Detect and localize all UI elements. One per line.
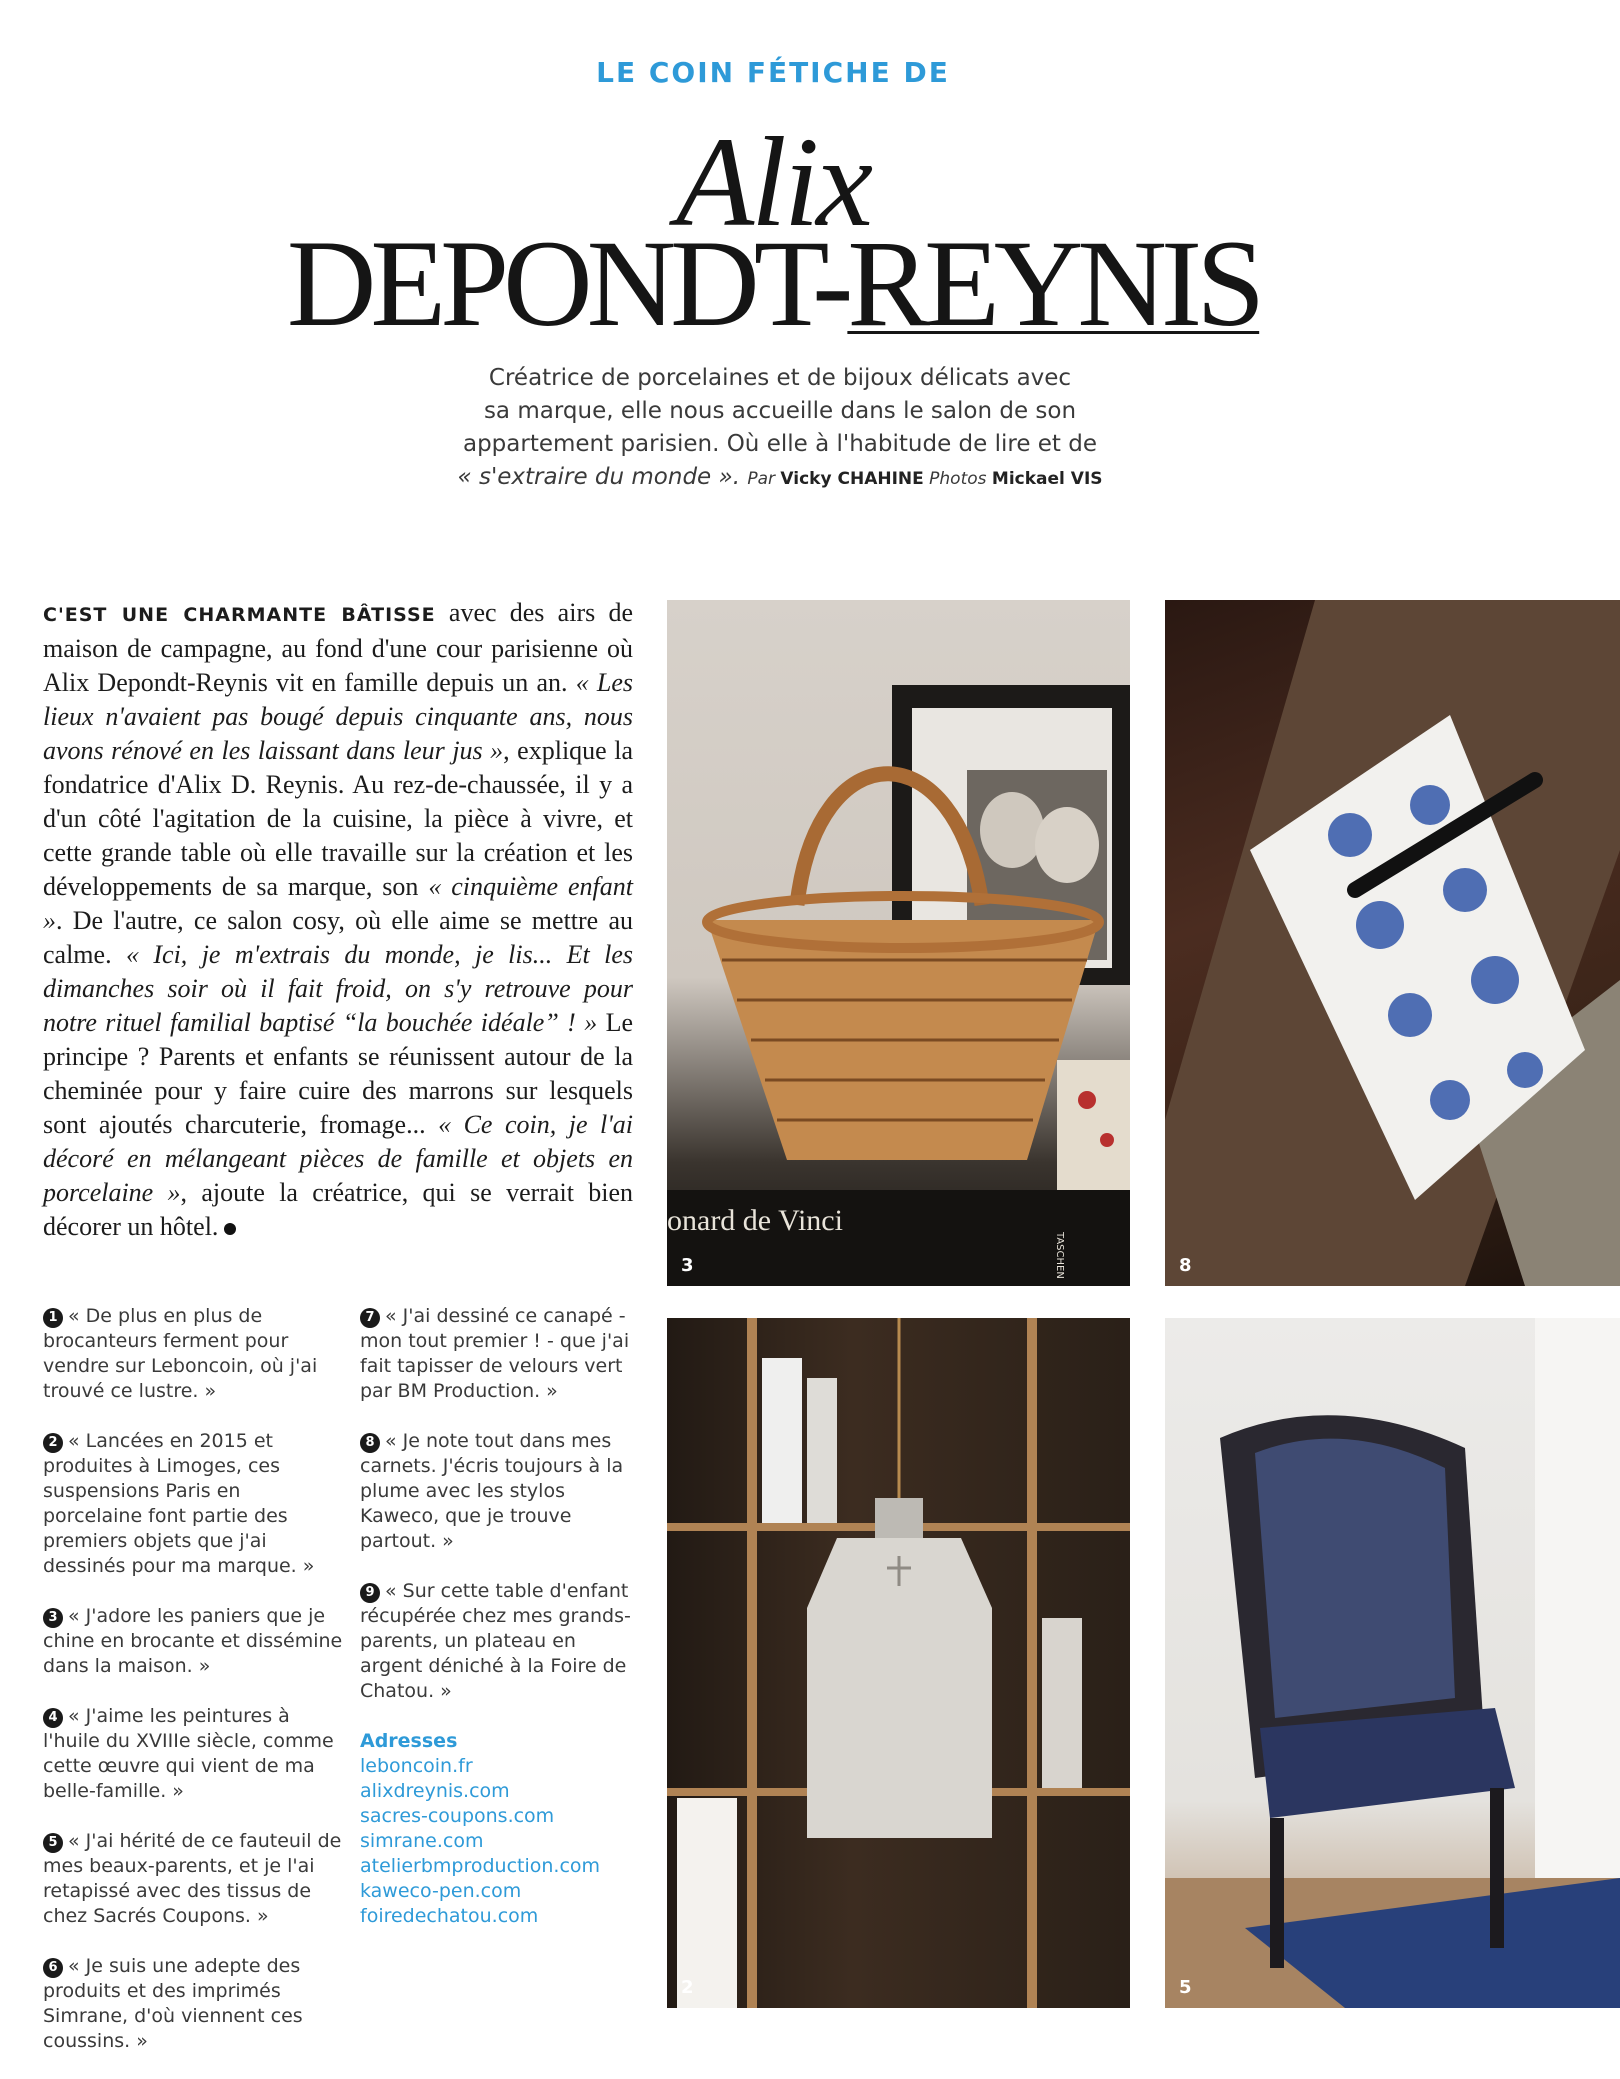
article-quote: « Ici, je m'extrais du monde, je lis... Et les dimanches soir où il fait froid, on s'y retrouve pour notre rituel familial baptisé “la bouchée idéale” ! » [43,940,633,1037]
article-quote: « Les lieux n'avaient pas bougé depuis cinquante ans, nous avons rénové en les laissant dans leur jus » [43,668,633,765]
note-item [360,1304,640,1404]
note-text: « Je note tout dans mes carnets. J'écris toujours à la plume avec les stylos Kaweco, que je trouve partout. » [360,1430,624,1552]
notes-column-1 [43,1304,343,2079]
photo-number: 5 [1179,1977,1192,1998]
note-number: 6 [43,1958,63,1978]
article-quote: « cinquième enfant » [43,872,633,935]
byline-photographer: Mickael VIS [991,469,1103,489]
note-text: « Sur cette table d'enfant récupérée chez mes grands-parents, un plateau en argent déniché à la Foire de Chatou. » [360,1580,631,1702]
note-item [43,1704,343,1804]
intro-quote: « s'extraire du monde ». [457,464,741,490]
note-number: 9 [360,1583,380,1603]
armchair-illustration [1165,1318,1620,2008]
note-number: 7 [360,1308,380,1328]
byline-par: Par [747,469,776,489]
byline-author: Vicky CHAHINE [780,469,924,489]
box-flower [1078,1091,1096,1109]
address-link-simrane[interactable]: simrane.com [360,1830,484,1852]
notebook-illustration [1165,600,1620,1286]
photo-number: 2 [681,1977,694,1998]
note-text: « J'aime les peintures à l'huile du XVIIIe siècle, comme cette œuvre qui vient de ma belle-famille. » [43,1705,334,1802]
article-sentence: , explique la fondatrice d'Alix D. Reynis. Au rez-de-chaussée, il y a d'un côté l'agitation de la cuisine, la pièce à vivre, et cette grande table où elle travaille sur la création et les développements de sa marque, son [43,736,633,901]
shelf-upright [1027,1318,1037,2008]
shelf-upright [747,1318,757,2008]
kicker: LE COIN FÉTICHE DE [596,56,950,89]
note-number: 3 [43,1608,63,1628]
address-link-atelierbmproduction[interactable]: atelierbmproduction.com [360,1855,601,1877]
address-link-kaweco[interactable]: kaweco-pen.com [360,1880,522,1902]
book-brand: TASCHEN [1054,1232,1065,1279]
address-link-sacres-coupons[interactable]: sacres-coupons.com [360,1805,555,1827]
photo-pendant-lamp [667,1318,1130,2008]
address-link-foiredechatou[interactable]: foiredechatou.com [360,1905,539,1927]
intro-line-1: Créatrice de porcelaines et de bijoux délicats avec [488,365,1072,391]
title-last-name-part1: DEPONDT- [286,215,848,352]
photo-notebook [1165,600,1620,1286]
title-last-name-part2: REYNIS [847,215,1260,352]
book-title: onard de Vinci [667,1204,843,1237]
title-first-name: Alix [675,111,871,253]
photo-armchair [1165,1318,1620,2008]
photo-face [980,792,1044,868]
note-number: 1 [43,1308,63,1328]
addresses-title: Adresses [360,1730,458,1752]
book-spine [762,1358,802,1523]
note-item [43,1829,343,1929]
note-item [360,1429,640,1554]
article-sentence: avec des airs de maison de campagne, au fond d'une cour parisienne où Alix Depondt-Reynis vit en famille depuis un an. [43,598,634,697]
note-number: 2 [43,1433,63,1453]
end-mark [224,1223,236,1235]
article-quote: « Ce coin, je l'ai décoré en mélangeant pièces de famille et objets en porcelaine » [43,1110,633,1207]
basket-illustration [667,600,1130,1286]
title-last-name [0,215,1546,352]
address-link-alixdreynis[interactable]: alixdreynis.com [360,1780,510,1802]
article-sentence: Le principe ? Parents et enfants se réunissent autour de la cheminée pour y faire cuire des marrons sur lesquels sont ajoutés charcuterie, fromage... [43,1008,633,1139]
notes-column-2 [360,1304,640,1929]
intro-line-3: appartement parisien. Où elle à l'habitude de lire et de [462,431,1098,457]
note-number: 8 [360,1433,380,1453]
chair-leg [1270,1818,1284,1968]
lamp-top [875,1498,923,1538]
article-sentence: , ajoute la créatrice, qui se verrait bien décorer un hôtel. [43,1178,633,1241]
note-item [43,1429,343,1579]
photo-basket [667,600,1130,1286]
note-text: « J'adore les paniers que je chine en brocante et dissémine dans la maison. » [43,1605,343,1677]
article-sentence: . De l'autre, ce salon cosy, où elle aime se mettre au calme. [43,906,633,969]
book-spine [807,1378,837,1523]
intro-line-2: sa marque, elle nous accueille dans le salon de son [483,398,1077,424]
lamp-illustration [667,1318,1130,2008]
book-spine [1042,1618,1082,1788]
note-number: 5 [43,1833,63,1853]
chair-leg [1490,1788,1504,1948]
note-text: « De plus en plus de brocanteurs ferment pour vendre sur Leboncoin, où j'ai trouvé ce lustre. » [43,1305,318,1402]
note-text: « Je suis une adepte des produits et des imprimés Simrane, d'où viennent ces coussins. » [43,1955,303,2052]
note-text: « J'ai hérité de ce fauteuil de mes beaux-parents, et je l'ai retapissé avec des tissus de chez Sacrés Coupons. » [43,1830,342,1927]
article-body [43,596,633,1244]
photo-number: 8 [1179,1255,1192,1276]
printed-box [1057,1060,1130,1190]
note-item [360,1579,640,1704]
byline-photos: Photos [929,469,987,489]
address-link-leboncoin[interactable]: leboncoin.fr [360,1755,473,1777]
photo-face [1035,807,1099,883]
note-item [43,1304,343,1404]
chair-upholstery [1255,1439,1455,1718]
note-item [43,1604,343,1679]
note-item [43,1954,343,2054]
note-text: « Lancées en 2015 et produites à Limoges, ces suspensions Paris en porcelaine font partie des premiers objets que j'ai dessinés pour ma marque. » [43,1430,315,1577]
note-text: « J'ai dessiné ce canapé - mon tout premier ! - que j'ai fait tapisser de velours vert par BM Production. » [360,1305,630,1402]
intro-standfirst [420,362,1140,496]
byline [747,469,1102,489]
note-number: 4 [43,1708,63,1728]
photo-number: 3 [681,1255,694,1276]
box-flower [1100,1133,1114,1147]
article-lead: C'EST UNE CHARMANTE BÂTISSE [43,604,436,626]
